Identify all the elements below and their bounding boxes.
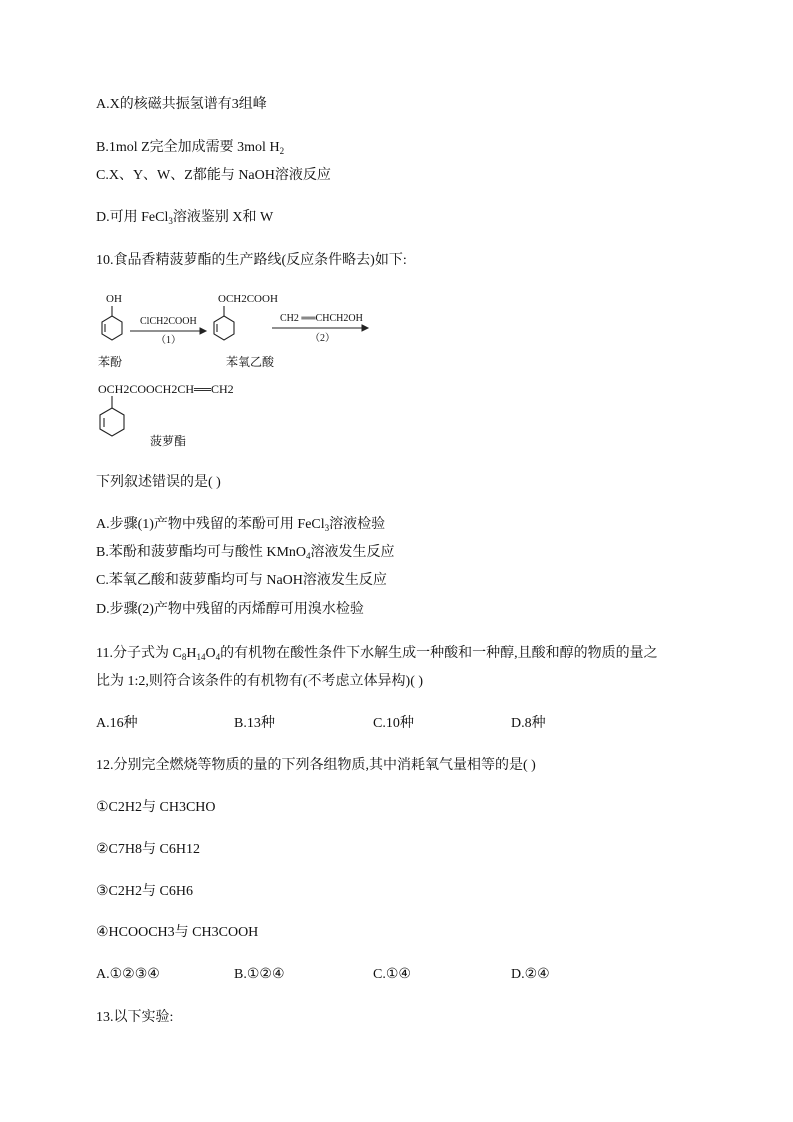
phenoxyacetic-acid-ring <box>214 306 234 340</box>
reagent-1: ClCH2COOH <box>140 316 197 327</box>
q12-item-4: ④HCOOCH3与 CH3COOH <box>96 925 259 940</box>
q10-option-c: C.苯氧乙酸和菠萝酯均可与 NaOH溶液发生反应 <box>96 573 387 588</box>
step-2-label: （2） <box>310 333 335 344</box>
q9-option-b: B.1mol Z完全加成需要 3mol $H_2$ <box>96 140 285 156</box>
q12-item-3: ③C2H2与 C6H6 <box>96 884 193 899</box>
q10-option-a: A.步骤(1)产物中残留的苯酚可用 FeCl$_3$溶液检验 <box>96 517 386 533</box>
q12-item-2: ②C7H8与 C6H12 <box>96 842 200 857</box>
q12-option-c: C.①④ <box>373 967 411 982</box>
arrow-step-1 <box>130 328 206 334</box>
q12-stem: 12.分别完全燃烧等物质的量的下列各组物质,其中消耗氧气量相等的是( ) <box>96 758 536 773</box>
pineapple-ester-group: OCH2COOCH2CH══CH2 <box>98 382 234 396</box>
q12-option-d: D.②④ <box>511 967 550 982</box>
pineapple-ester-name: 菠萝酯 <box>150 434 187 448</box>
phenol-name: 苯酚 <box>98 355 123 369</box>
phenol-ring <box>102 306 122 340</box>
reagent-2: CH2 ══CHCH2OH <box>280 313 363 324</box>
phenoxyacetic-acid-name: 苯氧乙酸 <box>226 355 275 369</box>
step-1-label: （1） <box>156 335 181 346</box>
arrow-step-2 <box>272 325 368 331</box>
q13-stem: 13.以下实验: <box>96 1010 174 1025</box>
q11-line-1: 11.分子式为 $C_8H_{14}O_4$的有机物在酸性条件下水解生成一种酸和一种醇,且酸和醇的物质的量之 <box>96 646 658 662</box>
q12-option-b: B.①②④ <box>234 967 285 982</box>
q11-option-a: A.16种 <box>96 716 138 731</box>
q10-stem: 10.食品香精菠萝酯的生产路线(反应条件略去)如下: <box>96 253 407 268</box>
q12-option-a: A.①②③④ <box>96 967 160 982</box>
phenol-oh-label: OH <box>106 293 122 305</box>
q10-question: 下列叙述错误的是( ) <box>96 475 221 490</box>
q11-option-c: C.10种 <box>373 716 414 731</box>
q9-option-a: A.X的核磁共振氢谱有3组峰 <box>96 97 267 112</box>
q11-line-2: 比为 1:2,则符合该条件的有机物有(不考虑立体异构)( ) <box>96 674 424 689</box>
q9-option-d: D.可用 FeCl$_3$溶液鉴别 X和 W <box>96 210 274 226</box>
phenoxyacetic-acid-group: OCH2COOH <box>218 293 278 305</box>
q10-option-d: D.步骤(2)产物中残留的丙烯醇可用溴水检验 <box>96 602 364 617</box>
q9-option-c: C.X、Y、W、Z都能与 NaOH溶液反应 <box>96 168 331 183</box>
pineapple-ester-ring <box>100 396 124 436</box>
q12-item-1: ①C2H2与 CH3CHO <box>96 800 216 815</box>
q10-option-b: B.苯酚和菠萝酯均可与酸性 KMnO$_4$溶液发生反应 <box>96 545 395 561</box>
q11-option-b: B.13种 <box>234 716 275 731</box>
q11-option-d: D.8种 <box>511 716 546 731</box>
